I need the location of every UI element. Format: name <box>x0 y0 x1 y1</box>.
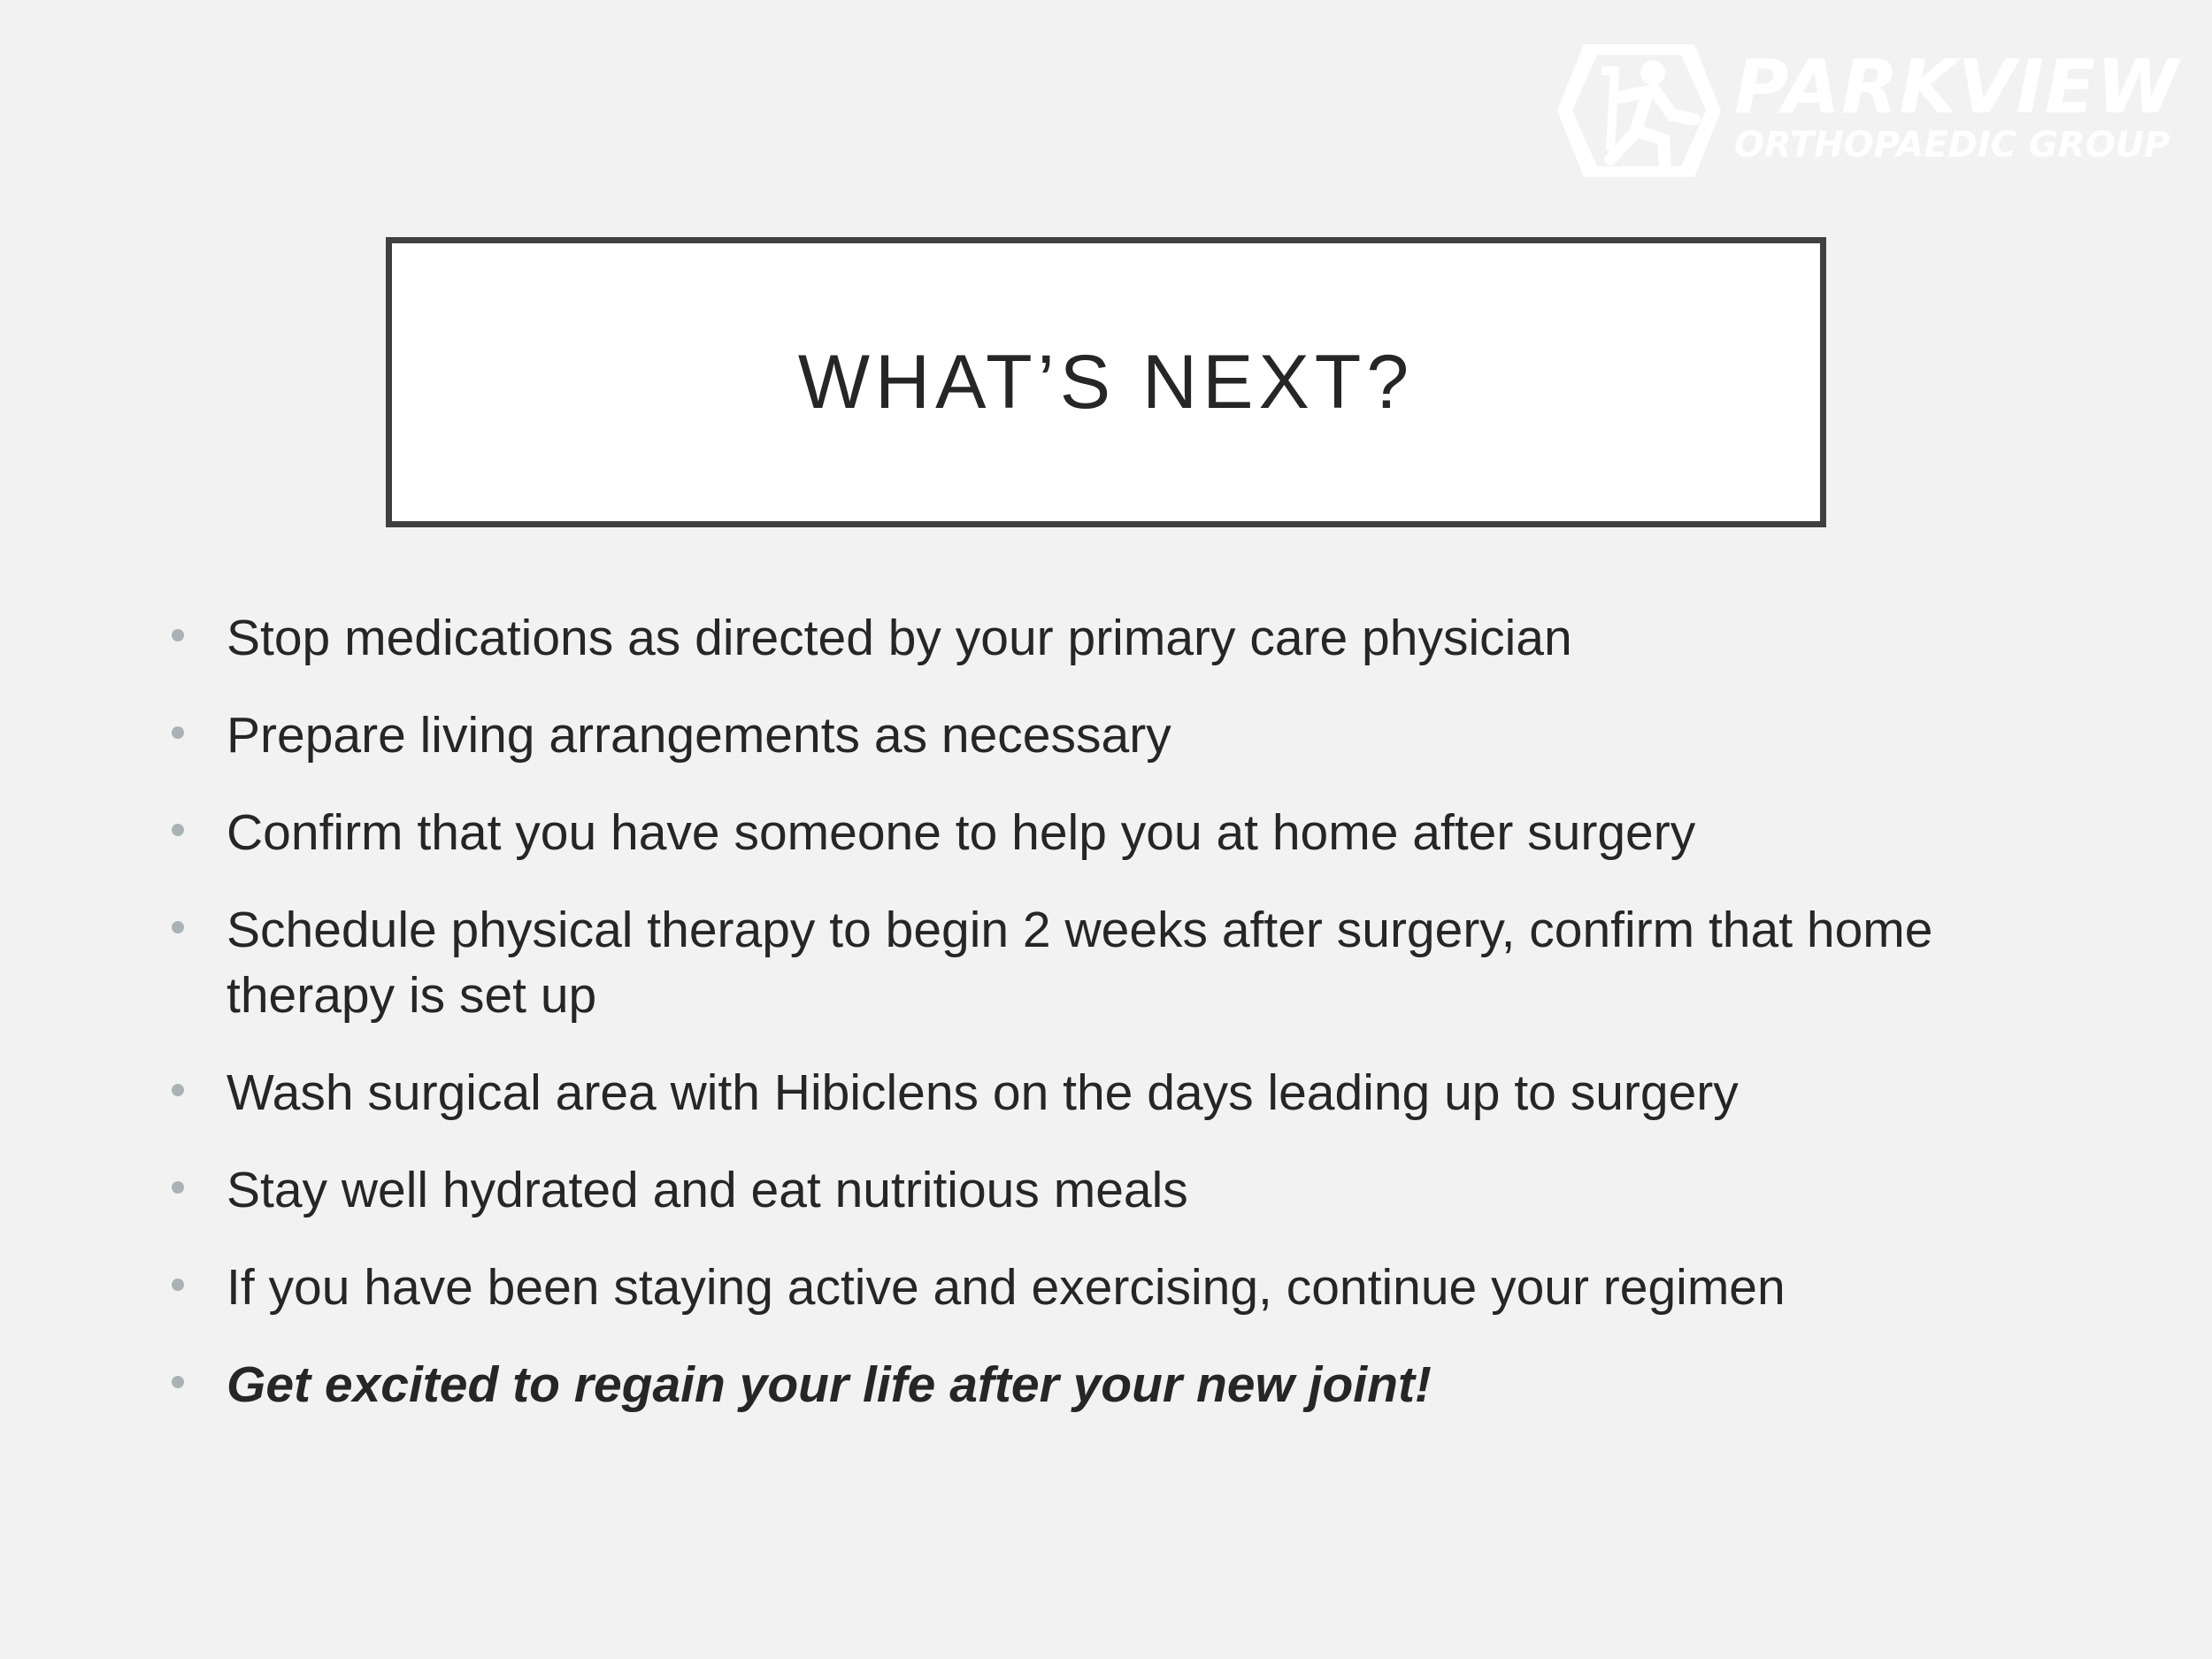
bullet-item-emphasis <box>168 1352 2026 1417</box>
bullet-icon <box>172 921 184 933</box>
bullet-text: If you have been staying active and exercising, continue your regimen <box>227 1259 1786 1316</box>
logo-name: PARKVIEW <box>1734 43 2179 130</box>
logo-wordmark <box>1734 43 2179 165</box>
bullet-icon <box>172 1279 184 1291</box>
bullet-text: Wash surgical area with Hibiclens on the days leading up to surgery <box>227 1064 1739 1121</box>
bullet-item <box>168 605 2026 671</box>
bullet-item <box>168 897 2026 1028</box>
bullet-text: Prepare living arrangements as necessary <box>227 707 1171 764</box>
bullet-text: Stay well hydrated and eat nutritious meals <box>227 1162 1188 1218</box>
bullet-icon <box>172 629 184 641</box>
bullet-item <box>168 1255 2026 1320</box>
bullet-icon <box>172 824 184 836</box>
bullet-icon <box>172 1084 184 1096</box>
bullet-list <box>168 605 2026 1449</box>
bullet-item <box>168 1157 2026 1223</box>
logo-subtitle: ORTHOPAEDIC GROUP <box>1734 125 2170 165</box>
bullet-item <box>168 800 2026 865</box>
bullet-text: Schedule physical therapy to begin 2 weeks after surgery, confirm that home therapy is set up <box>227 902 1933 1024</box>
bullet-text: Confirm that you have someone to help you at home after surgery <box>227 804 1696 861</box>
bullet-item <box>168 703 2026 768</box>
bullet-icon <box>172 1181 184 1194</box>
runner-hexagon-icon <box>1548 35 1725 186</box>
slide-title: WHAT’S NEXT? <box>797 339 1415 425</box>
bullet-text: Stop medications as directed by your primary care physician <box>227 610 1572 666</box>
bullet-icon <box>172 1376 184 1388</box>
bullet-item <box>168 1060 2026 1125</box>
bullet-text: Get excited to regain your life after your new joint! <box>227 1356 1432 1413</box>
bullet-icon <box>172 726 184 739</box>
title-box <box>386 237 1826 527</box>
parkview-logo <box>1548 35 2185 186</box>
